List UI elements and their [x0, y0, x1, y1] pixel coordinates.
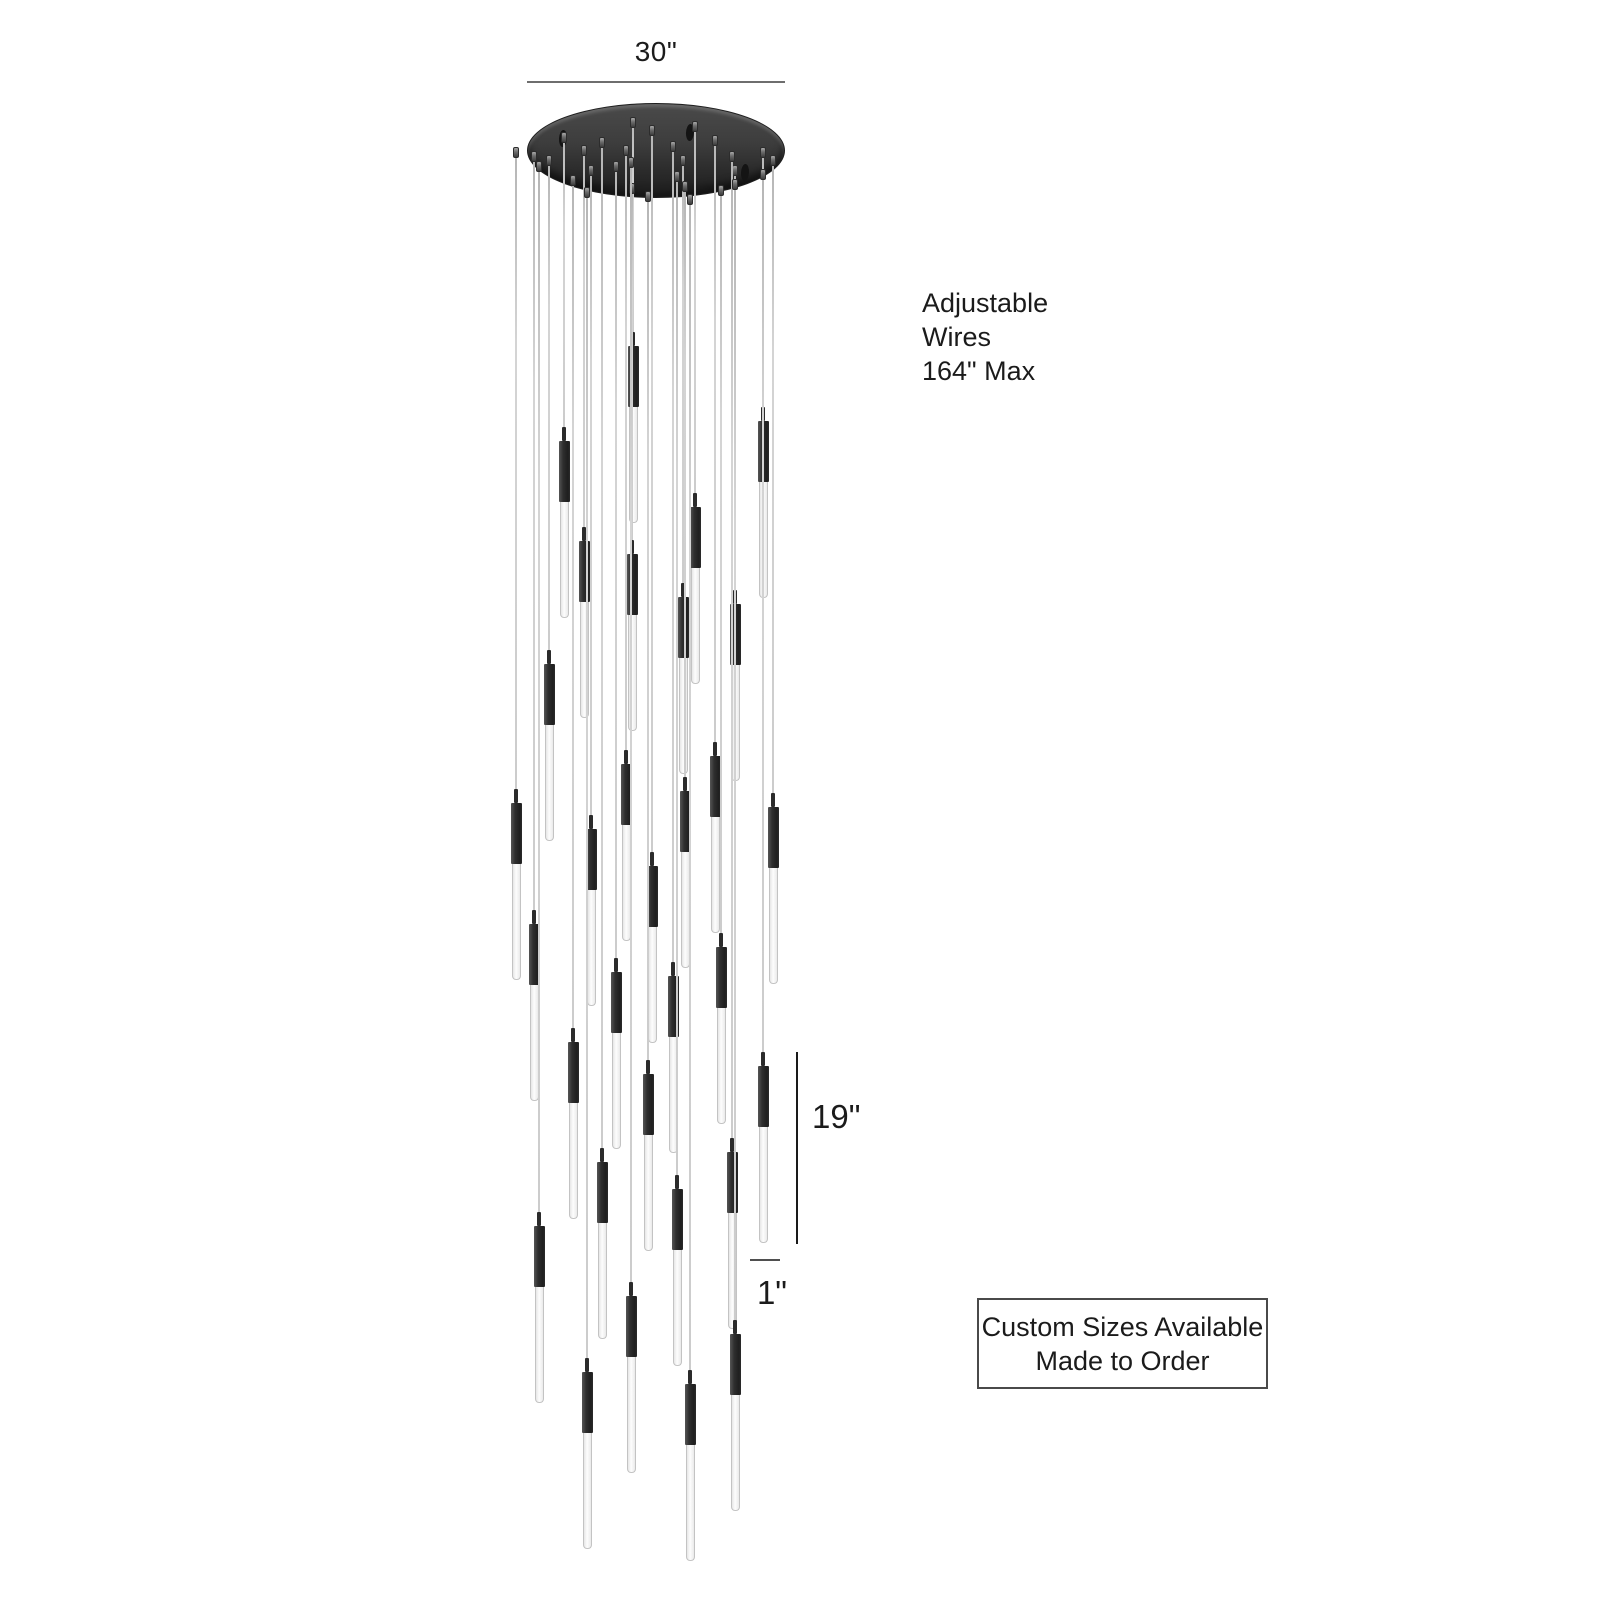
suspension-wire: [672, 144, 674, 966]
suspension-wire: [651, 128, 653, 856]
suspension-wire: [601, 140, 603, 1152]
pendant-stem: [771, 793, 775, 807]
cord-grip-fitting: [687, 194, 693, 205]
suspension-wire: [625, 148, 627, 754]
pendant-length-dimension-line: [796, 1052, 798, 1244]
cord-grip-fitting: [546, 155, 552, 166]
adjustable-wires-note: [922, 286, 1048, 388]
cord-grip-fitting: [623, 145, 629, 156]
custom-sizes-line-2: Made to Order: [1035, 1345, 1210, 1376]
suspension-wire: [615, 164, 617, 962]
suspension-wire: [731, 154, 733, 1142]
pendant-body: [758, 1066, 769, 1127]
suspension-wire: [533, 154, 535, 914]
pendant-stem: [719, 933, 723, 947]
pendant-diffuser-tube: [569, 1103, 578, 1219]
canopy-width-label: 30": [634, 36, 678, 67]
pendant-diffuser-tube: [673, 1250, 682, 1366]
pendant-stem: [547, 650, 551, 664]
cord-grip-fitting: [712, 135, 718, 146]
cord-grip-fitting: [729, 151, 735, 162]
pendant-stem: [650, 852, 654, 866]
cord-grip-fitting: [760, 147, 766, 158]
pendant-diffuser-tube: [644, 1135, 653, 1251]
pendant-diffuser-tube: [612, 1033, 621, 1149]
pendant-body: [643, 1074, 654, 1135]
cord-grip-fitting: [513, 147, 519, 158]
suspension-wire: [515, 150, 517, 793]
pendant-diffuser-tube: [535, 1287, 544, 1403]
pendant-stem: [693, 493, 697, 507]
pendant-body: [544, 664, 555, 725]
cord-grip-fitting: [581, 145, 587, 156]
pendant-body: [716, 947, 727, 1008]
ceiling-canopy: [527, 103, 785, 198]
pendant-body: [672, 1189, 683, 1250]
pendant-diffuser-tube: [587, 890, 596, 1006]
pendant-stem: [671, 962, 675, 976]
pendant-stem: [562, 427, 566, 441]
pendant-stem: [713, 742, 717, 756]
tube-diameter-dimension-line: [750, 1259, 780, 1261]
cord-grip-fitting: [718, 185, 724, 196]
pendant-body: [559, 441, 570, 502]
suspension-wire: [590, 168, 592, 819]
cord-grip-fitting: [649, 125, 655, 136]
cord-grip-fitting: [674, 171, 680, 182]
cord-grip-fitting: [670, 141, 676, 152]
cord-grip-fitting: [628, 157, 634, 168]
tube-diameter-label: 1": [756, 1274, 788, 1311]
pendant-diffuser-tube: [769, 868, 778, 984]
note-line-3: 164" Max: [922, 356, 1036, 386]
pendant-body: [768, 807, 779, 868]
pendant-body: [568, 1042, 579, 1103]
pendant-stem: [532, 910, 536, 924]
pendant-diffuser-tube: [648, 927, 657, 1043]
pendant-stem: [514, 789, 518, 803]
pendant-diffuser-tube: [717, 1008, 726, 1124]
suspension-wire: [762, 172, 764, 1056]
cord-grip-fitting: [630, 117, 636, 128]
suspension-wire: [630, 160, 632, 1286]
pendant-diffuser-tube: [598, 1223, 607, 1339]
pendant-diffuser-tube: [560, 502, 569, 618]
pendant-body: [690, 507, 701, 568]
width-dimension-line: [527, 81, 785, 83]
cord-grip-fitting: [570, 175, 576, 186]
cord-grip-fitting: [682, 181, 688, 192]
pendant-stem: [761, 1052, 765, 1066]
pendant-diffuser-tube: [691, 568, 700, 684]
pendant-diffuser-tube: [545, 725, 554, 841]
pendant-body: [579, 541, 590, 602]
note-line-2: Wires: [922, 322, 991, 352]
custom-sizes-line-1: Custom Sizes Available: [981, 1311, 1264, 1342]
pendant-body: [730, 1334, 741, 1395]
cord-grip-fitting: [588, 165, 594, 176]
pendant-stem: [571, 1028, 575, 1042]
pendant-body: [582, 1372, 593, 1433]
suspension-wire: [720, 188, 722, 937]
pendant-stem: [688, 1370, 692, 1384]
pendant-body: [511, 803, 522, 864]
pendant-body: [626, 1296, 637, 1357]
cord-grip-fitting: [584, 187, 590, 198]
custom-sizes-box: [977, 1298, 1268, 1389]
pendant-stem: [585, 1358, 589, 1372]
pendant-diffuser-tube: [627, 1357, 636, 1473]
suspension-wire: [572, 178, 574, 1032]
cord-grip-fitting: [561, 132, 567, 143]
cord-grip-fitting: [770, 155, 776, 166]
pendant-diffuser-tube: [731, 1395, 740, 1511]
suspension-wire: [583, 148, 585, 531]
pendant-diffuser-tube: [512, 864, 521, 980]
pendant-diffuser-tube: [583, 1433, 592, 1549]
pendant-stem: [624, 750, 628, 764]
suspension-wire: [563, 135, 565, 431]
pendant-body: [611, 972, 622, 1033]
pendant-body: [627, 554, 638, 615]
pendant-body: [685, 1384, 696, 1445]
pendant-stem: [733, 1320, 737, 1334]
pendant-length-label: 19": [812, 1098, 861, 1135]
cord-grip-fitting: [760, 169, 766, 180]
pendant-stem: [600, 1148, 604, 1162]
suspension-wire: [772, 158, 774, 797]
suspension-wire: [676, 174, 678, 1179]
pendant-body: [534, 1226, 545, 1287]
suspension-wire: [684, 184, 686, 781]
cord-grip-fitting: [680, 155, 686, 166]
pendant-stem: [629, 1282, 633, 1296]
pendant-stem: [675, 1175, 679, 1189]
cord-grip-fitting: [536, 161, 542, 172]
suspension-wire: [647, 194, 649, 1064]
pendant-diffuser-tube: [711, 817, 720, 933]
cord-grip-fitting: [613, 161, 619, 172]
suspension-wire: [734, 182, 736, 1324]
suspension-wire: [586, 190, 588, 1362]
cord-grip-fitting: [599, 137, 605, 148]
pendant-body: [727, 1152, 738, 1213]
cord-grip-fitting: [732, 179, 738, 190]
suspension-wire: [548, 158, 550, 654]
pendant-diffuser-tube: [759, 1127, 768, 1243]
pendant-stem: [683, 777, 687, 791]
pendant-stem: [614, 958, 618, 972]
cord-grip-fitting: [692, 121, 698, 132]
suspension-wire: [689, 197, 691, 1374]
pendant-stem: [537, 1212, 541, 1226]
pendant-stem: [589, 815, 593, 829]
pendant-diffuser-tube: [686, 1445, 695, 1561]
pendant-stem: [646, 1060, 650, 1074]
note-line-1: Adjustable: [922, 288, 1049, 318]
pendant-body: [597, 1162, 608, 1223]
cord-grip-fitting: [645, 191, 651, 202]
suspension-wire: [538, 164, 540, 1216]
suspension-wire: [714, 138, 716, 746]
suspension-wire: [694, 124, 696, 497]
